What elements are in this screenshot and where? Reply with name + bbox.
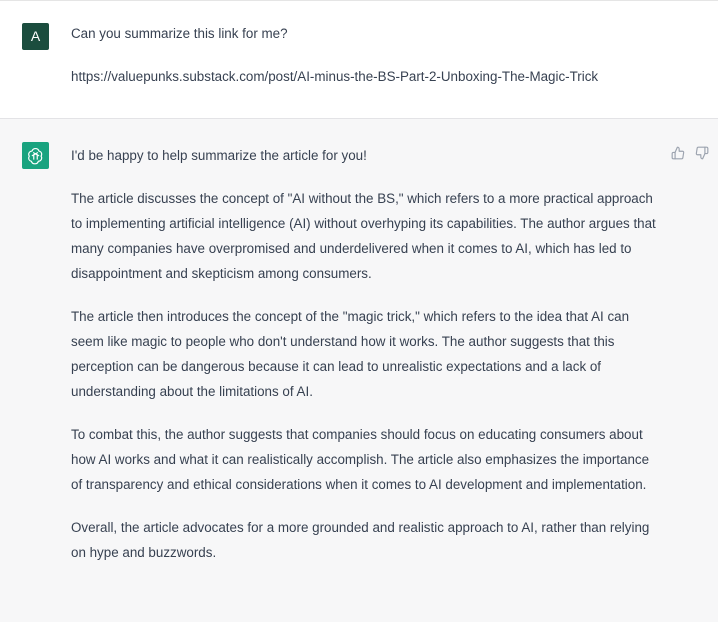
user-message-link: https://valuepunks.substack.com/post/AI-minus-the-BS-Part-2-Unboxing-The-Magic-Trick (71, 69, 599, 84)
user-message-text: Can you summarize this link for me? (71, 26, 288, 41)
assistant-paragraph: I'd be happy to help summarize the article for you! (71, 148, 367, 163)
user-message (71, 21, 663, 107)
assistant-message (71, 143, 663, 583)
user-avatar: A (22, 23, 49, 50)
assistant-paragraph: Overall, the article advocates for a more grounded and realistic approach to AI, rather than relying on hype and buzzwords. (71, 520, 650, 560)
assistant-paragraph: The article discusses the concept of "AI without the BS," which refers to a more practical approach to implementing artificial intelligence (AI) without overhyping its capabilities. The author argues that many companies have overpromised and underdelivered when it comes to AI, which has led to disappointment and skepticism among consumers. (71, 191, 656, 281)
assistant-paragraph: The article then introduces the concept of the "magic trick," which refers to the idea that AI can seem like magic to people who don't understand how it works. The author suggests that this perception can be dangerous because it can lead to unrealistic expectations and a lack of understanding about the limitations of AI. (71, 309, 630, 399)
user-message-row (0, 0, 718, 119)
assistant-paragraph: To combat this, the author suggests that companies should focus on educating consumers about how AI works and what it can realistically accomplish. The article also emphasizes the importance of transparency and ethical considerations when it comes to AI development and implementation. (71, 427, 650, 492)
thumbs-up-icon[interactable] (671, 146, 685, 160)
assistant-message-row (0, 119, 718, 622)
openai-logo-icon (22, 142, 49, 169)
thumbs-down-icon[interactable] (695, 146, 709, 160)
